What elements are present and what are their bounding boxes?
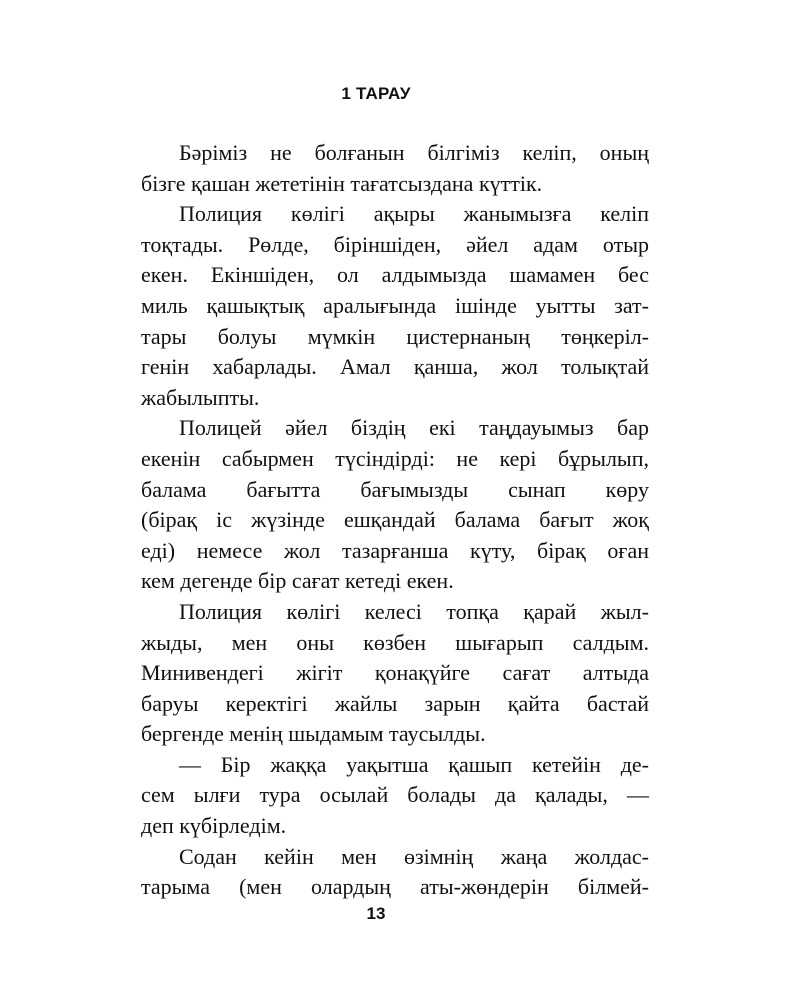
text-line: Бәріміз не болғанын білгіміз келіп, оның xyxy=(179,140,649,165)
paragraph-3 xyxy=(103,413,649,597)
text-line: деп күбірледім. xyxy=(141,813,287,839)
text-line: сем ылғи тура осылай болады да қалады, — xyxy=(141,782,649,808)
text-line: Содан кейін мен өзімнің жаңа жолдас- xyxy=(179,843,649,869)
paragraph-4 xyxy=(103,597,649,750)
text-line: екенін сабырмен түсіндірді: не кері бұрылып, xyxy=(141,445,649,471)
text-line: бергенде менің шыдамым таусылды. xyxy=(141,721,486,747)
text-line: генін хабарлады. Амал қанша, жол толықтай xyxy=(141,354,649,380)
text-line: — Бір жаққа уақытша қашып кетейін де- xyxy=(179,751,649,777)
paragraph-5 xyxy=(103,750,649,842)
text-line: (бірақ іс жүзінде ешқандай балама бағыт жоқ xyxy=(141,507,649,533)
text-line: тоқтады. Рөлде, біріншіден, әйел адам отыр xyxy=(141,231,649,257)
text-line: жыды, мен оны көзбен шығарып салдым. xyxy=(141,629,649,655)
text-line: бізге қашан жететінін тағатсыздана күттік. xyxy=(141,170,543,196)
text-line: Полиция көлігі келесі топқа қарай жыл- xyxy=(179,598,649,624)
text-line: Полицей әйел біздің екі таңдауымыз бар xyxy=(179,415,649,441)
text-line: жабылыпты. xyxy=(141,384,260,410)
paragraph-2 xyxy=(103,199,649,413)
paragraph-6 xyxy=(103,842,649,903)
text-line: еді) немесе жол тазарғанша күту, бірақ оған xyxy=(141,537,649,563)
chapter-title: 1 ТАРАУ xyxy=(341,84,411,103)
text-line: тарыма (мен олардың аты-жөндерін білмей- xyxy=(141,874,649,900)
text-line: Полиция көлігі ақыры жанымызға келіп xyxy=(179,201,649,227)
text-line: кем дегенде бір сағат кетеді екен. xyxy=(141,568,454,594)
text-line: балама бағытта бағымызды сынап көру xyxy=(141,476,649,502)
text-line: миль қашықтық аралығында ішінде уытты зат- xyxy=(141,292,649,318)
page-number: 13 xyxy=(366,904,386,923)
text-line: баруы керектігі жайлы зарын қайта бастай xyxy=(141,690,649,716)
text-line: екен. Екіншіден, ол алдымызда шамамен бес xyxy=(141,262,649,288)
body-text xyxy=(103,138,649,903)
text-line: Минивендегі жігіт қонақүйге сағат алтыда xyxy=(141,660,649,686)
paragraph-1 xyxy=(103,138,649,199)
text-line: тары болуы мүмкін цистернаның төңкеріл- xyxy=(141,323,649,349)
